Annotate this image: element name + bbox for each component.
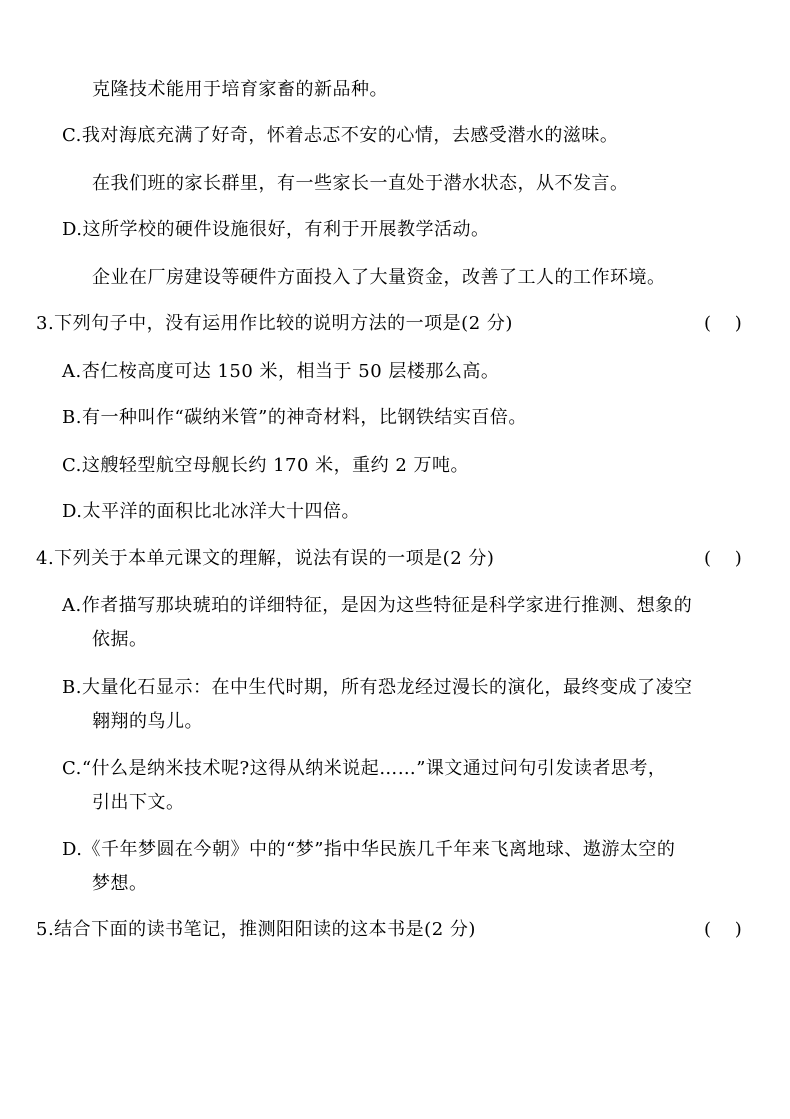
- q5-answer-blank: ( ): [704, 919, 742, 940]
- q3-answer-blank: ( ): [704, 313, 742, 334]
- q2-option-c-sentence-2: 在我们班的家长群里，有一些家长一直处于潜水状态，从不发言。: [92, 173, 629, 194]
- q3-option-a: A.杏仁桉高度可达 150 米，相当于 50 层楼那么高。: [62, 361, 500, 382]
- q2-option-d-sentence-1: D.这所学校的硬件设施很好，有利于开展教学活动。: [62, 219, 490, 240]
- q4-option-a-line-2: 依据。: [92, 629, 148, 650]
- q4-option-c-line-2: 引出下文。: [92, 792, 185, 813]
- q4-option-c-line-1: C.“什么是纳米技术呢?这得从纳米说起……”课文通过问句引发读者思考，: [62, 758, 667, 779]
- q4-answer-blank: ( ): [704, 548, 742, 569]
- q2-option-c-sentence-1: C.我对海底充满了好奇，怀着忐忑不安的心情，去感受潜水的滋味。: [62, 125, 619, 146]
- q3-option-d: D.太平洋的面积比北冰洋大十四倍。: [62, 501, 361, 522]
- q3-stem: 3.下列句子中，没有运用作比较的说明方法的一项是(2 分): [36, 313, 513, 334]
- q4-option-b-line-1: B.大量化石显示：在中生代时期，所有恐龙经过漫长的演化，最终变成了凌空: [62, 677, 693, 698]
- q3-option-b: B.有一种叫作“碳纳米管”的神奇材料，比钢铁结实百倍。: [62, 407, 527, 428]
- q5-stem: 5.结合下面的读书笔记，推测阳阳读的这本书是(2 分): [36, 919, 476, 940]
- q4-option-a-line-1: A.作者描写那块琥珀的详细特征，是因为这些特征是科学家进行推测、想象的: [62, 595, 693, 616]
- q4-option-d-line-2: 梦想。: [92, 873, 148, 894]
- q4-option-b-line-2: 翱翔的鸟儿。: [92, 711, 203, 732]
- q4-stem: 4.下列关于本单元课文的理解，说法有误的一项是(2 分): [36, 548, 495, 569]
- q2-option-b-sentence-2: 克隆技术能用于培育家畜的新品种。: [92, 79, 388, 100]
- q4-option-d-line-1: D.《千年梦圆在今朝》中的“梦”指中华民族几千年来飞离地球、遨游太空的: [62, 839, 676, 860]
- q3-option-c: C.这艘轻型航空母舰长约 170 米，重约 2 万吨。: [62, 455, 470, 476]
- q2-option-d-sentence-2: 企业在厂房建设等硬件方面投入了大量资金，改善了工人的工作环境。: [92, 267, 666, 288]
